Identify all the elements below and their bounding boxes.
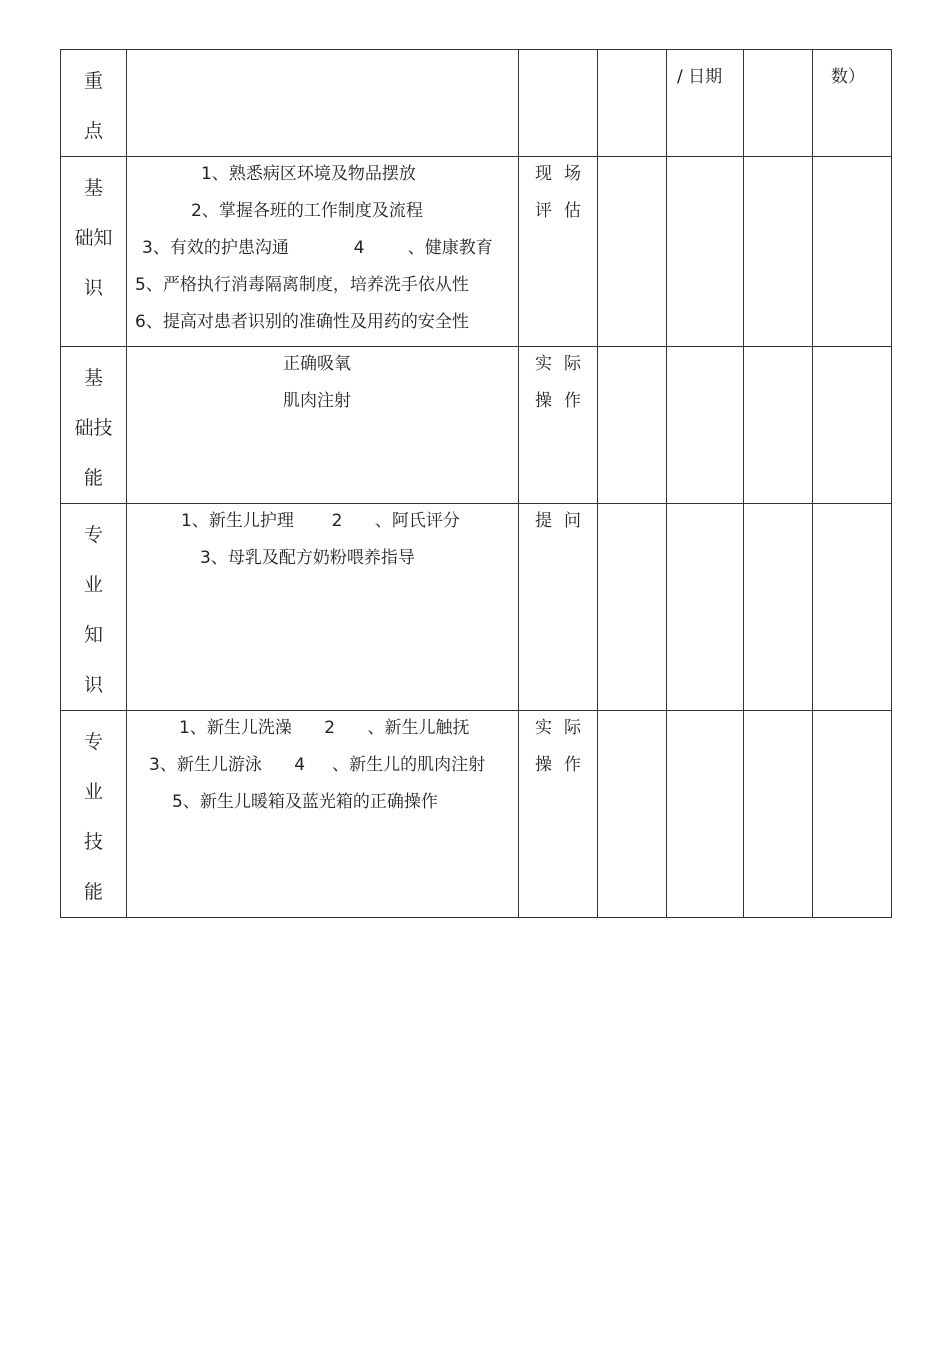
method-cell	[519, 157, 598, 347]
category-text: 专	[83, 731, 103, 753]
content-cell	[127, 50, 519, 157]
content-line: 5、严格执行消毒隔离制度，培养洗手依从性	[135, 275, 469, 295]
category-text: 点	[83, 120, 103, 142]
empty-cell	[598, 157, 667, 347]
category-text: 识	[83, 277, 103, 299]
category-text: 知	[83, 624, 103, 646]
empty-cell	[744, 50, 813, 157]
content-line: 1、熟悉病区环境及物品摆放	[201, 164, 416, 184]
method-cell	[519, 504, 598, 711]
category-text: 础知	[74, 227, 113, 249]
category-cell	[61, 504, 127, 711]
empty-cell	[813, 157, 892, 347]
category-text: 业	[83, 781, 103, 803]
content-line: 正确吸氧	[283, 354, 351, 374]
table-row	[61, 504, 892, 711]
empty-cell	[667, 711, 744, 918]
empty-cell	[744, 504, 813, 711]
empty-cell	[598, 504, 667, 711]
content-line: 3、有效的护患沟通 4 、健康教育	[142, 238, 493, 258]
empty-cell	[813, 504, 892, 711]
content-line: 肌肉注射	[283, 391, 351, 411]
content-line: 2、掌握各班的工作制度及流程	[191, 201, 423, 221]
category-cell	[61, 711, 127, 918]
empty-cell	[598, 711, 667, 918]
empty-cell	[667, 504, 744, 711]
method-text: 操作	[535, 391, 593, 411]
category-cell	[61, 347, 127, 504]
empty-cell	[598, 50, 667, 157]
method-text: 现场	[535, 164, 593, 184]
content-cell	[127, 504, 519, 711]
content-line: 1、新生儿护理 2 、阿氏评分	[181, 511, 460, 531]
category-text: 业	[83, 574, 103, 596]
category-cell	[61, 157, 127, 347]
method-cell	[519, 50, 598, 157]
empty-cell	[744, 157, 813, 347]
training-table	[60, 49, 892, 918]
empty-cell	[813, 711, 892, 918]
category-text: 专	[83, 524, 103, 546]
empty-cell	[598, 347, 667, 504]
table-row	[61, 50, 892, 157]
category-text: 技	[83, 831, 103, 853]
empty-cell	[744, 347, 813, 504]
count-header: 数）	[813, 50, 892, 157]
content-cell	[127, 157, 519, 347]
content-cell	[127, 711, 519, 918]
empty-cell	[813, 347, 892, 504]
category-text: 基	[83, 177, 103, 199]
method-text: 实际	[535, 718, 593, 738]
content-line: 5、新生儿暖箱及蓝光箱的正确操作	[172, 792, 438, 812]
category-text: 识	[83, 674, 103, 696]
table-row	[61, 711, 892, 918]
content-line: 1、新生儿洗澡 2 、新生儿触抚	[179, 718, 470, 738]
method-text: 提问	[535, 511, 593, 531]
category-text: 能	[83, 467, 103, 489]
category-cell	[61, 50, 127, 157]
table-row	[61, 347, 892, 504]
empty-cell	[744, 711, 813, 918]
method-cell	[519, 347, 598, 504]
method-text: 评估	[535, 201, 593, 221]
method-text: 实际	[535, 354, 593, 374]
empty-cell	[667, 347, 744, 504]
content-line: 3、母乳及配方奶粉喂养指导	[200, 548, 415, 568]
method-cell	[519, 711, 598, 918]
category-text: 重	[83, 70, 103, 92]
date-header: / 日期	[667, 50, 744, 157]
category-text: 础技	[74, 417, 113, 439]
table-row	[61, 157, 892, 347]
content-cell	[127, 347, 519, 504]
method-text: 操作	[535, 755, 593, 775]
empty-cell	[667, 157, 744, 347]
content-line: 6、提高对患者识别的准确性及用药的安全性	[135, 312, 469, 332]
category-text: 能	[83, 881, 103, 903]
category-text: 基	[83, 367, 103, 389]
content-line: 3、新生儿游泳 4 、新生儿的肌肉注射	[149, 755, 486, 775]
